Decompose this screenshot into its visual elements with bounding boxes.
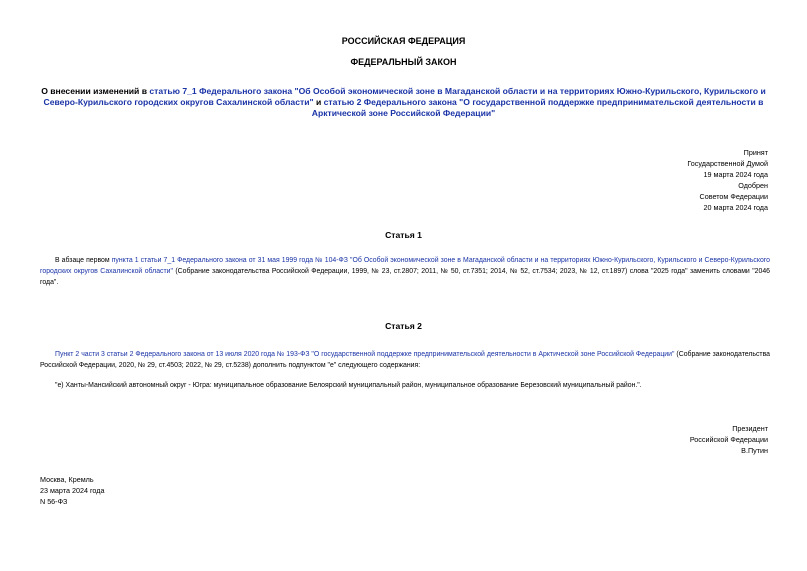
article-2-title: Статья 2 xyxy=(385,321,422,331)
place: Москва, Кремль xyxy=(40,475,94,484)
article-2-quote: "е) Ханты-Мансийский автономный округ - Югра: муниципальное образование Белоярский муниципальный район, муниципальное образование Березовский муниципальный район.". xyxy=(55,382,642,389)
adoption-line-duma-date: 19 марта 2024 года xyxy=(703,170,768,179)
subject-link-article-7-1[interactable]: статью 7_1 Федерального закона "Об Особой экономической зоне в Магаданской области и на территориях Южно-Курильского, Курильского и Северо-Курильского городских округов Сахалинской области" xyxy=(43,86,766,107)
adoption-line-council-date: 20 марта 2024 года xyxy=(703,203,768,212)
subject-prefix: О внесении изменений в xyxy=(41,86,150,96)
law-subject xyxy=(40,86,767,119)
signature-country: Российской Федерации xyxy=(689,435,768,444)
subject-middle: и xyxy=(313,97,324,107)
adoption-line-adopted: Принят xyxy=(743,148,768,157)
article-1-suffix: (Собрание законодательства Российской Федерации, 1999, № 23, ст.2807; 2011, № 50, ст.7351; 2014, № 52, ст.7534; 2023, № 12, ст.1897) слова "2025 года" заменить словами "2046 года". xyxy=(40,268,771,286)
adoption-line-approved: Одобрен xyxy=(738,181,768,190)
article-1-prefix: В абзаце первом xyxy=(55,257,112,264)
document-type-title: ФЕДЕРАЛЬНЫЙ ЗАКОН xyxy=(350,57,457,67)
article-2-link[interactable]: Пункт 2 части 3 статьи 2 Федерального закона от 13 июля 2020 года № 193-ФЗ "О государственной поддержке предпринимательской деятельности в Арктической зоне Российской Федерации" xyxy=(55,351,675,358)
signature-block xyxy=(690,423,768,456)
signature-position: Президент xyxy=(732,424,768,433)
article-1-text xyxy=(40,255,770,288)
article-2-text xyxy=(40,349,770,371)
sign-date: 23 марта 2024 года xyxy=(40,486,105,495)
article-2-suffix: (Собрание законодательства Российской Федерации, 2020, № 29, ст.4503; 2022, № 29, ст.5238) дополнить подпунктом "е" следующего содержания: xyxy=(40,351,771,369)
article-1-link[interactable]: пункта 1 статьи 7_1 Федерального закона от 31 мая 1999 года № 104-ФЗ "Об Особой экономической зоне в Магаданской области и на территориях Южно-Курильского, Курильского и Северо-Курильского городских округов Сахалинской области" xyxy=(40,257,770,275)
adoption-line-duma: Государственной Думой xyxy=(687,159,768,168)
place-date-block xyxy=(40,474,104,507)
country-title: РОССИЙСКАЯ ФЕДЕРАЦИЯ xyxy=(341,36,466,46)
adoption-line-council: Советом Федерации xyxy=(699,192,768,201)
adoption-block xyxy=(687,147,768,213)
signature-name: В.Путин xyxy=(741,446,768,455)
subject-link-article-2[interactable]: статью 2 Федерального закона "О государственной поддержке предпринимательской деятельности в Арктической зоне Российской Федерации" xyxy=(311,97,764,118)
article-1-title: Статья 1 xyxy=(385,230,422,240)
law-number: N 56-ФЗ xyxy=(40,497,68,506)
